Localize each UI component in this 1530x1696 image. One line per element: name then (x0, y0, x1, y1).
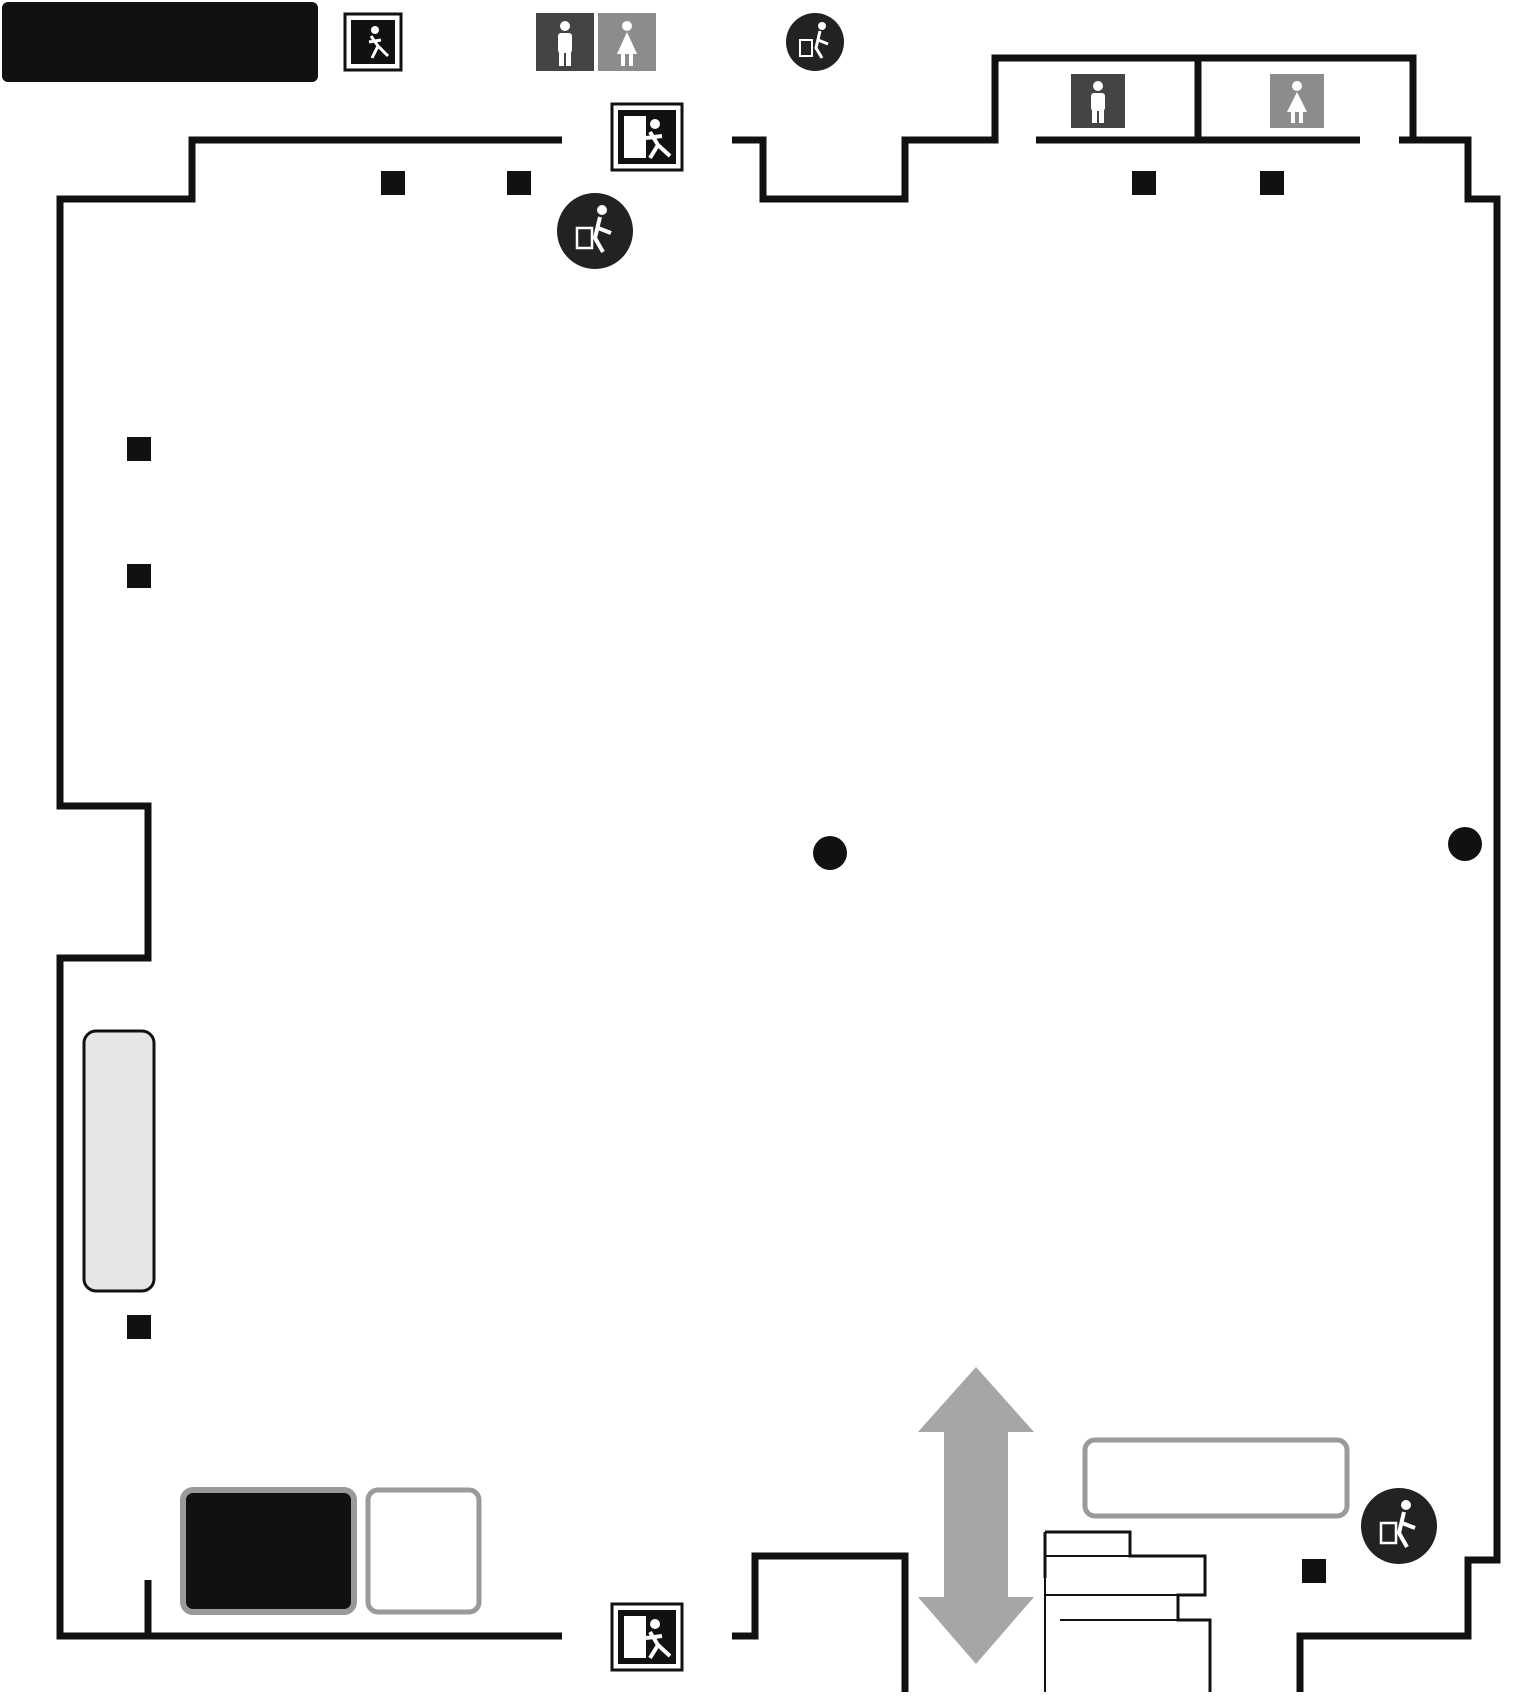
legend-toilet-female-icon (598, 13, 656, 71)
pillar (507, 171, 531, 195)
trash-icon-top (557, 193, 633, 269)
stairs (1045, 1532, 1210, 1692)
legend-toilet-male-icon (536, 13, 594, 71)
entrance-arrow (918, 1367, 1034, 1664)
pillar (1132, 171, 1156, 195)
pillar (127, 437, 151, 461)
exit-sign-bottom-icon (612, 1604, 682, 1670)
pillar (1260, 171, 1284, 195)
legend-exit-icon (345, 14, 401, 70)
comitia-sales-box (1085, 1440, 1347, 1516)
sales-box (368, 1490, 479, 1612)
pillar (1302, 1559, 1326, 1583)
round-marker (1448, 827, 1482, 861)
pillars (127, 171, 1326, 1583)
pillar (127, 1315, 151, 1339)
pillar (127, 564, 151, 588)
trash-icon-bottom-right (1361, 1488, 1437, 1564)
legend (345, 13, 844, 71)
round-marker (813, 836, 847, 870)
headquarters-box (183, 1490, 354, 1612)
toilet-male-icon (1071, 74, 1125, 128)
legend-trash-icon (786, 13, 844, 71)
hall-title-badge (2, 2, 318, 82)
exit-sign-top-icon (612, 104, 682, 170)
toilet-female-icon (1270, 74, 1324, 128)
pillar (381, 171, 405, 195)
yamato-reception (84, 1031, 154, 1291)
